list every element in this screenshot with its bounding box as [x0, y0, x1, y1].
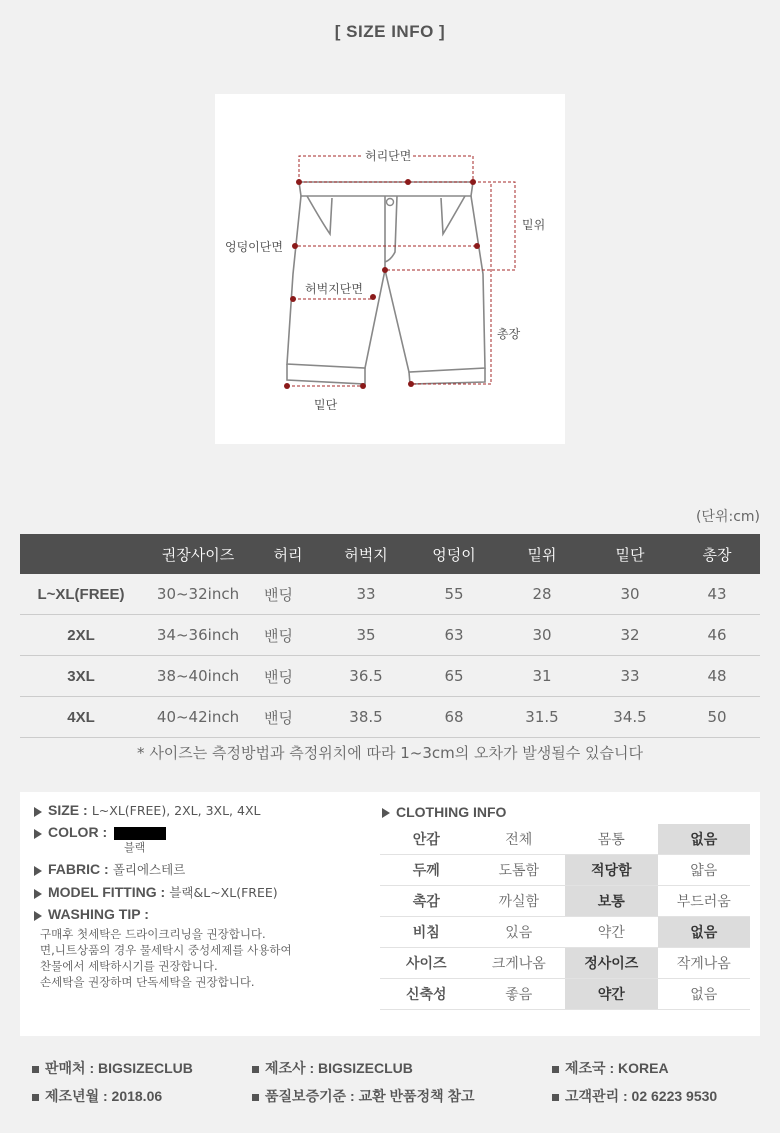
clothing-info-row: [380, 855, 750, 886]
spec-key: FABRIC :: [48, 861, 109, 877]
clothing-info-row: [380, 917, 750, 948]
clothing-info-option: 약간: [565, 979, 658, 1010]
header-cell: [20, 534, 142, 574]
footer-date: [32, 1086, 162, 1106]
clothing-info-row: [380, 886, 750, 917]
table-cell: 밴딩: [254, 615, 322, 656]
footer-country-text: 제조국 : KOREA: [565, 1060, 669, 1076]
footer-contact: [552, 1086, 717, 1106]
clothing-info-title: [382, 804, 506, 820]
clothing-info-label: 안감: [380, 824, 473, 855]
triangle-bullet-icon: [382, 808, 390, 818]
spec-color: [34, 824, 374, 855]
square-bullet-icon: [32, 1094, 39, 1101]
table-cell: 33: [586, 656, 674, 697]
header-cell: 총장: [674, 534, 760, 574]
spec-key: MODEL FITTING :: [48, 884, 166, 900]
clothing-info-row: [380, 979, 750, 1010]
table-cell: 55: [410, 574, 498, 615]
clothing-info-label: 촉감: [380, 886, 473, 917]
footer-seller: [32, 1058, 193, 1078]
table-cell: 46: [674, 615, 760, 656]
table-cell: 43: [674, 574, 760, 615]
clothing-info-title-text: CLOTHING INFO: [396, 804, 507, 820]
table-cell: 38~40inch: [142, 656, 254, 697]
size-table: [20, 534, 760, 738]
spec-key: SIZE :: [48, 802, 88, 818]
triangle-bullet-icon: [34, 866, 42, 876]
square-bullet-icon: [552, 1094, 559, 1101]
table-cell: 48: [674, 656, 760, 697]
table-cell: 68: [410, 697, 498, 738]
length-label: 총장: [497, 327, 521, 341]
clothing-info-option: 크게나옴: [473, 948, 566, 979]
triangle-bullet-icon: [34, 829, 42, 839]
clothing-info-option: 없음: [658, 917, 751, 948]
clothing-info-option: 까실함: [473, 886, 566, 917]
table-cell: 28: [498, 574, 586, 615]
table-cell: 34~36inch: [142, 615, 254, 656]
clothing-info-option: 부드러움: [658, 886, 751, 917]
table-cell: 38.5: [322, 697, 410, 738]
clothing-info-option: 적당함: [565, 855, 658, 886]
clothing-info-option: 있음: [473, 917, 566, 948]
waist-label: 허리단면: [365, 149, 412, 163]
washing-tip-line: 찬물에서 세탁하시기를 권장합니다.: [40, 959, 218, 973]
footer-country: [552, 1058, 669, 1078]
table-cell: 35: [322, 615, 410, 656]
clothing-info-label: 신축성: [380, 979, 473, 1010]
size-name: 3XL: [20, 656, 142, 697]
size-name: L~XL(FREE): [20, 574, 142, 615]
table-cell: 36.5: [322, 656, 410, 697]
spec-key: WASHING TIP :: [48, 906, 149, 922]
table-cell: 40~42inch: [142, 697, 254, 738]
table-row: [20, 656, 760, 697]
size-diagram: [215, 94, 565, 444]
table-row: [20, 574, 760, 615]
footer-date-text: 제조년월 : 2018.06: [45, 1088, 163, 1104]
header-cell: 허리: [254, 534, 322, 574]
color-name: 블랙: [124, 841, 146, 854]
table-cell: 밴딩: [254, 574, 322, 615]
washing-tips: [34, 926, 374, 990]
clothing-info-option: 작게나옴: [658, 948, 751, 979]
hip-label: 엉덩이단면: [225, 240, 283, 254]
spec-value: 블랙&L~XL(FREE): [169, 885, 278, 900]
spec-size: [34, 802, 374, 819]
measurement-lines: [287, 156, 515, 386]
clothing-info-option: 없음: [658, 824, 751, 855]
spec-key: COLOR :: [48, 824, 108, 840]
header-cell: 엉덩이: [410, 534, 498, 574]
square-bullet-icon: [552, 1066, 559, 1073]
unit-label: (단위:cm): [695, 509, 760, 525]
square-bullet-icon: [252, 1066, 259, 1073]
header-cell: 밑위: [498, 534, 586, 574]
clothing-info-row: [380, 824, 750, 855]
thigh-label: 허벅지단면: [305, 282, 363, 296]
table-cell: 밴딩: [254, 697, 322, 738]
footer-seller-text: 판매처 : BIGSIZECLUB: [45, 1060, 193, 1076]
table-row: [20, 615, 760, 656]
clothing-info-label: 사이즈: [380, 948, 473, 979]
spec-model-fitting: [34, 883, 374, 901]
header-cell: 허벅지: [322, 534, 410, 574]
clothing-info-option: 몸통: [565, 824, 658, 855]
size-note: * 사이즈는 측정방법과 측정위치에 따라 1~3cm의 오차가 발생될수 있습니다: [137, 744, 643, 762]
clothing-info-option: 정사이즈: [565, 948, 658, 979]
clothing-info-option: 보통: [565, 886, 658, 917]
table-cell: 31: [498, 656, 586, 697]
clothing-info-label: 비침: [380, 917, 473, 948]
table-cell: 30~32inch: [142, 574, 254, 615]
page-title: [ SIZE INFO ]: [334, 22, 446, 41]
size-name: 2XL: [20, 615, 142, 656]
footer-warranty: [252, 1086, 475, 1106]
table-cell: 65: [410, 656, 498, 697]
table-cell: 30: [586, 574, 674, 615]
size-table-header: [20, 534, 760, 574]
square-bullet-icon: [252, 1094, 259, 1101]
table-cell: 50: [674, 697, 760, 738]
table-cell: 34.5: [586, 697, 674, 738]
washing-tip-line: 구매후 첫세탁은 드라이크리닝을 권장합니다.: [40, 927, 266, 941]
rise-label: 밑위: [522, 218, 546, 232]
size-name: 4XL: [20, 697, 142, 738]
clothing-info-option: 없음: [658, 979, 751, 1010]
table-cell: 32: [586, 615, 674, 656]
footer-maker-text: 제조사 : BIGSIZECLUB: [265, 1060, 413, 1076]
clothing-info-option: 얇음: [658, 855, 751, 886]
clothing-info-table: [380, 824, 750, 1010]
clothing-info-option: 전체: [473, 824, 566, 855]
spec-fabric: [34, 860, 374, 878]
footer-maker: [252, 1058, 413, 1078]
table-cell: 30: [498, 615, 586, 656]
clothing-info-label: 두께: [380, 855, 473, 886]
header-cell: 밑단: [586, 534, 674, 574]
square-bullet-icon: [32, 1066, 39, 1073]
washing-tip-line: 면,니트상품의 경우 물세탁시 중성세제를 사용하여: [40, 943, 292, 957]
washing-tip-line: 손세탁을 권장하며 단독세탁을 권장합니다.: [40, 975, 255, 989]
footer-contact-text: 고객관리 : 02 6223 9530: [565, 1088, 718, 1104]
triangle-bullet-icon: [34, 911, 42, 921]
table-cell: 33: [322, 574, 410, 615]
triangle-bullet-icon: [34, 807, 42, 817]
clothing-info-option: 좋음: [473, 979, 566, 1010]
table-cell: 63: [410, 615, 498, 656]
spec-washing: [34, 906, 374, 923]
table-row: [20, 697, 760, 738]
clothing-info-option: 약간: [565, 917, 658, 948]
clothing-info-row: [380, 948, 750, 979]
table-cell: 31.5: [498, 697, 586, 738]
spec-value: L~XL(FREE), 2XL, 3XL, 4XL: [91, 803, 261, 818]
clothing-info-option: 도톰함: [473, 855, 566, 886]
table-cell: 밴딩: [254, 656, 322, 697]
header-cell: 권장사이즈: [142, 534, 254, 574]
spec-value: 폴리에스테르: [112, 862, 186, 877]
product-info-box: [20, 792, 760, 1036]
footer-warranty-text: 품질보증기준 : 교환 반품정책 참고: [265, 1088, 475, 1104]
hem-label: 밑단: [314, 398, 338, 412]
triangle-bullet-icon: [34, 889, 42, 899]
spec-list: [34, 802, 374, 990]
